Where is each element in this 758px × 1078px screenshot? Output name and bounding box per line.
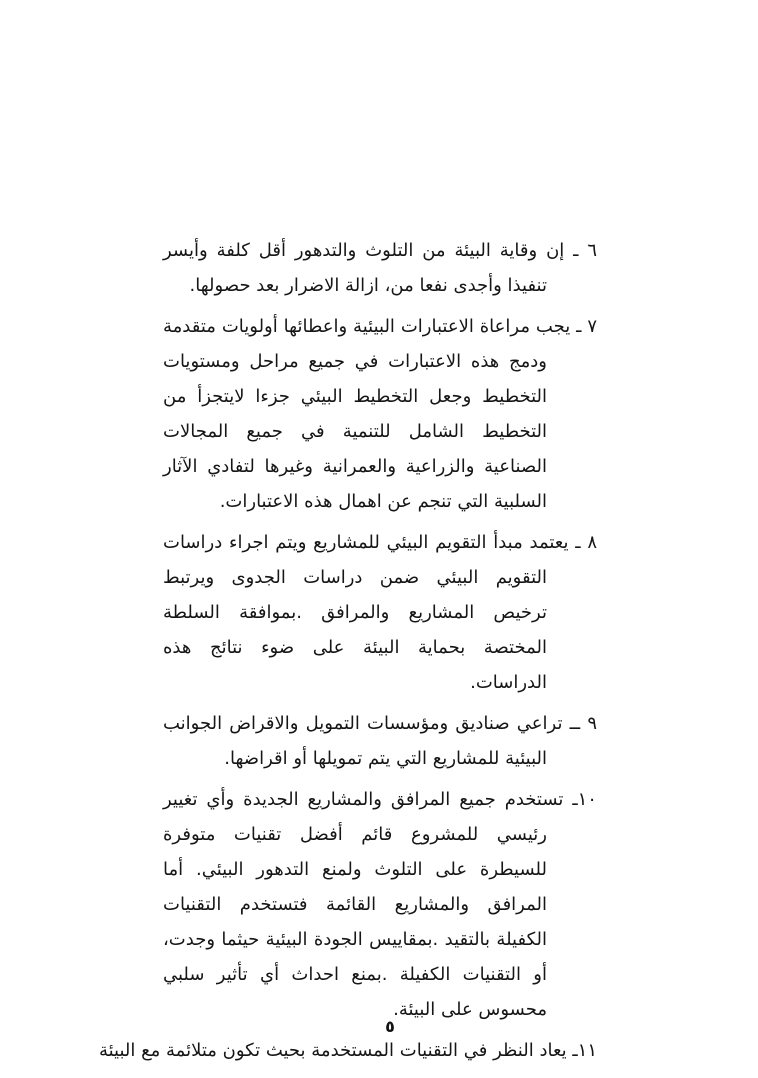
item-text: يعاد النظر في التقنيات المستخدمة بحيث تكون متلائمة مع البيئة <box>98 1040 567 1061</box>
item-text: يعتمد مبدأ التقويم البيئي للمشاريع ويتم اجراء دراسات التقويم البيئي ضمن دراسات الجدوى ويرتبط ترخيص المشاريع والمرافق .بموافقة السلطة المختصة بحماية البيئة على ضوء نتائج هذه الدراسات. <box>163 532 569 693</box>
page-number: ٥ <box>385 1017 395 1036</box>
item-text: تستخدم جميع المرافق والمشاريع الجديدة وأي تغيير رئيسي للمشروع قائم أفضل تقنيات متوفرة للسيطرة على التلوث ولمنع التدهور البيئي. أما المرافق والمشاريع القائمة فتستخدم التقنيات الكفيلة بالتقيد .بمقاييس الجودة البيئية حيثما وجدت، أو التقنيات الكفيلة .بمنع احداث أي تأثير سلبي محسوس على البيئة. <box>163 789 564 1020</box>
numbered-item-9 <box>163 706 597 776</box>
item-text: تراعي صناديق ومؤسسات التمويل والاقراض الجوانب البيئية للمشاريع التي يتم تمويلها أو اقراضها. <box>163 713 563 769</box>
numbered-item-8 <box>163 525 597 700</box>
item-text: يجب مراعاة الاعتبارات البيئية واعطائها أولويات متقدمة ودمج هذه الاعتبارات في جميع مراحل ومستويات التخطيط وجعل التخطيط البيئي جزءا لايتجزأ من التخطيط الشامل للتنمية في جميع المجالات الصناعية والزراعية والعمرانية وغيرها لتفادي الآثار السلبية التي تنجم عن اهمال هذه الاعتبارات. <box>163 316 571 512</box>
numbered-item-6 <box>163 233 597 303</box>
numbered-item-7 <box>163 309 597 519</box>
item-number: ١٠ـ <box>572 789 597 810</box>
item-text: إن وقاية البيئة من التلوث والتدهور أقل كلفة وأيسر تنفيذا وأجدى نفعا من، ازالة الاضرار بعد حصولها. <box>163 240 565 296</box>
item-number: ٨ ـ <box>575 532 597 553</box>
numbered-item-11 <box>98 1033 597 1068</box>
item-number: ٩ ــ <box>569 713 597 734</box>
numbered-item-10 <box>163 782 597 1027</box>
body-text <box>98 233 597 1074</box>
item-number: ٦ ـ <box>573 240 597 261</box>
item-number: ٧ ـ <box>576 316 597 337</box>
item-number: ١١ـ <box>572 1040 597 1061</box>
